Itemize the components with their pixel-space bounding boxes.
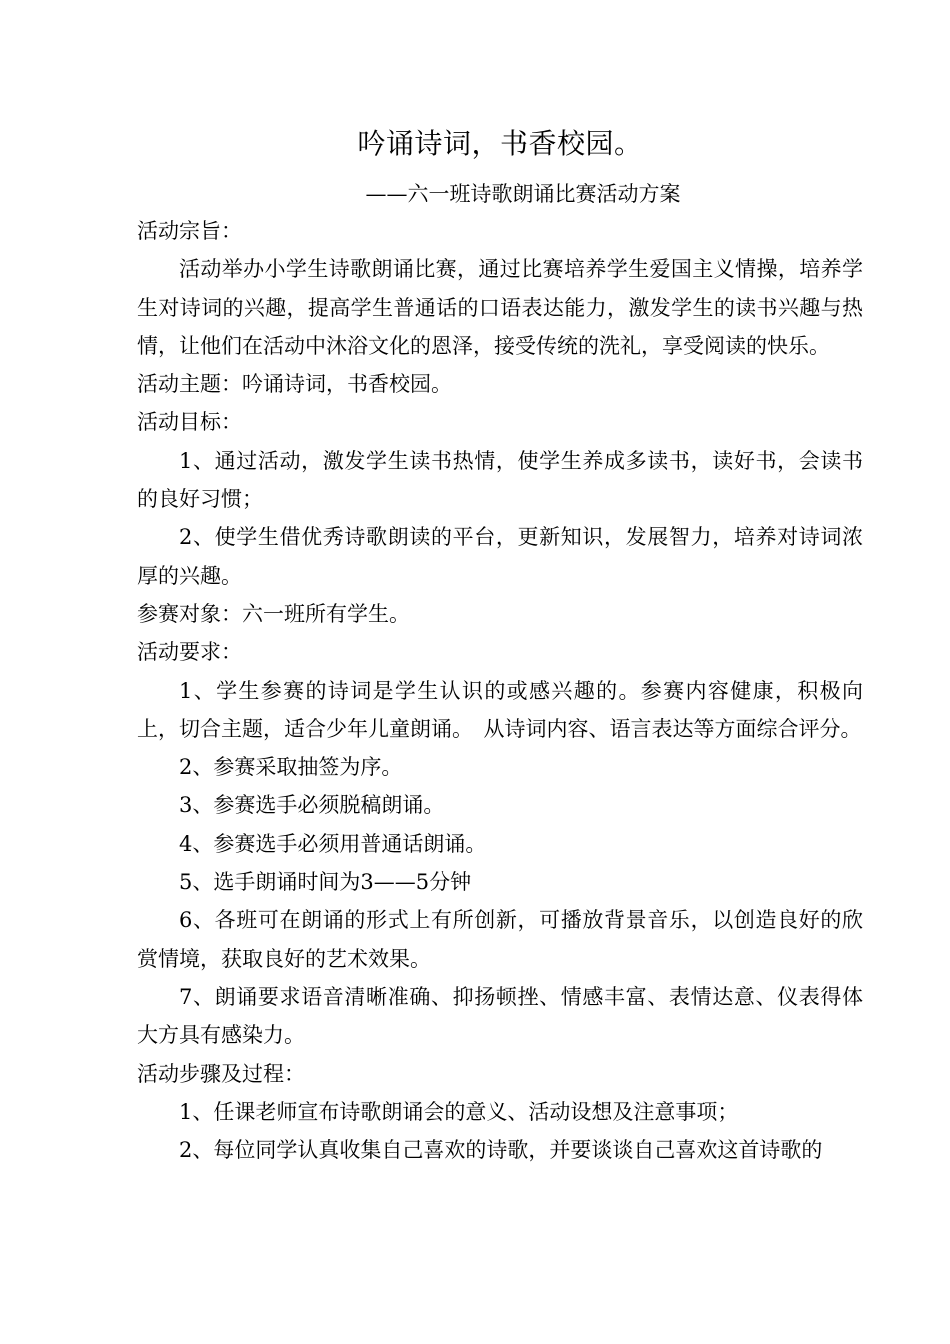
purpose-paragraph: 活动举办小学生诗歌朗诵比赛，通过比赛培养学生爱国主义情操，培养学生对诗词的兴趣，提高学生普通话的口语表达能力，激发学生的读书兴趣与热情，让他们在活动中沐浴文化的恩泽，接受传统的洗礼，享受阅读的快乐。 xyxy=(137,257,863,358)
section-heading-steps: 活动步骤及过程： xyxy=(137,1061,305,1086)
section-heading-requirements: 活动要求： xyxy=(137,640,242,665)
step-item: 1、任课老师宣布诗歌朗诵会的意义、活动设想及注意事项； xyxy=(179,1099,739,1124)
document-title: 吟诵诗词，书香校园。 xyxy=(357,127,643,160)
goal-item: 1、通过活动，激发学生读书热情，使学生养成多读书，读好书，会读书的良好习惯； xyxy=(137,448,863,512)
requirement-item: 7、朗诵要求语音清晰准确、抑扬顿挫、情感丰富、表情达意、仪表得体大方具有感染力。 xyxy=(137,984,863,1048)
participants-line: 参赛对象：六一班所有学生。 xyxy=(137,601,410,626)
goal-item: 2、使学生借优秀诗歌朗读的平台，更新知识，发展智力，培养对诗词浓厚的兴趣。 xyxy=(137,525,863,588)
requirement-item: 1、学生参赛的诗词是学生认识的或感兴趣的。参赛内容健康，积极向上，切合主题，适合少年儿童朗诵。 从诗词内容、语言表达等方面综合评分。 xyxy=(137,678,863,741)
theme-line: 活动主题：吟诵诗词，书香校园。 xyxy=(137,372,452,397)
requirement-item: 3、参赛选手必须脱稿朗诵。 xyxy=(179,793,445,818)
section-heading-purpose: 活动宗旨： xyxy=(137,219,242,243)
requirement-item: 6、各班可在朗诵的形式上有所创新，可播放背景音乐，以创造良好的欣赏情境，获取良好的艺术效果。 xyxy=(137,908,863,971)
requirement-item: 5、选手朗诵时间为3——5分钟 xyxy=(179,870,472,895)
section-heading-goals: 活动目标： xyxy=(137,410,242,435)
requirement-item: 2、参赛采取抽签为序。 xyxy=(179,755,403,780)
step-item: 2、每位同学认真收集自己喜欢的诗歌，并要谈谈自己喜欢这首诗歌的 xyxy=(179,1138,823,1163)
document-subtitle: ——六一班诗歌朗诵比赛活动方案 xyxy=(365,182,681,206)
document-body xyxy=(137,212,863,1169)
requirement-item: 4、参赛选手必须用普通话朗诵。 xyxy=(179,831,487,856)
